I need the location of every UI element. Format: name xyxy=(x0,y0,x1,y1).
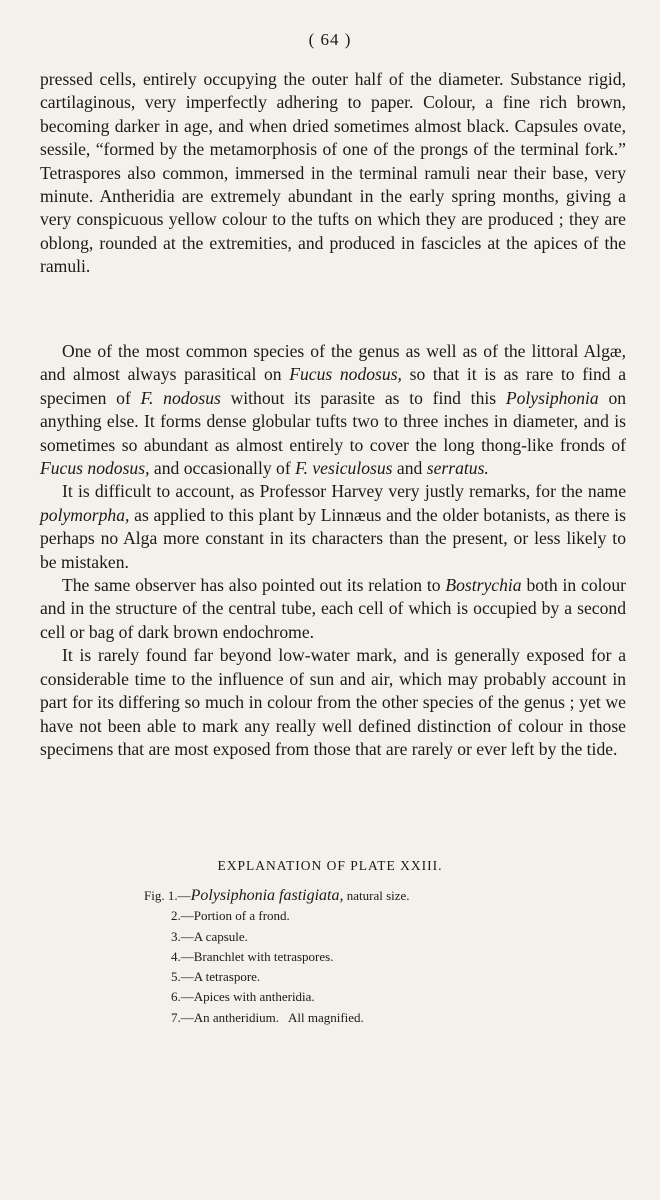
figure-species-name: Polysiphonia fastigiata, xyxy=(190,887,344,904)
figure-item: 2.—Portion of a frond. xyxy=(171,908,290,924)
species-epithet: polymorpha, xyxy=(40,504,130,525)
genus-name: Bostrychia xyxy=(445,575,522,596)
species-name: Fucus nodosus, xyxy=(40,458,150,479)
figure-list xyxy=(144,886,410,1028)
figure-item: 5.—A tetraspore. xyxy=(171,969,261,985)
figure-item: 3.—A capsule. xyxy=(171,928,248,944)
paragraph-1: One of the most common species of the genus as well as of the littoral Algæ, and almost always parasitical on Fucus nodosus, so that it is as rare to find a specimen of F. nodosus without its parasite as to find this Polysiphonia on anything else. It forms dense globular tufts two to three inches in diameter, and is sometimes so abundant as almost entirely to cover the long thong-like fronds of Fucus nodosus, and occasionally of F. vesiculosus and serratus. xyxy=(40,341,627,479)
paragraph-3: The same observer has also pointed out its relation to Bostrychia both in colour and in the structure of the central tube, each cell of which is occupied by a second cell or bag of dark brown endochrome. xyxy=(40,575,626,642)
page-number: ( 64 ) xyxy=(308,30,352,49)
species-name: Fucus nodosus, xyxy=(289,364,402,385)
figure-item: 6.—Apices with antheridia. xyxy=(171,989,315,1005)
figure-item: 7.—An antheridium. All magnified. xyxy=(171,1009,364,1025)
genus-name: Polysiphonia xyxy=(505,387,599,408)
main-text-block xyxy=(40,340,626,761)
paragraph-2: It is difficult to account, as Professor Harvey very justly remarks, for the name polymorpha, as applied to this plant by Linnæus and the older botanists, as there is perhaps no Alga more constant in its characters than the present, or less likely to be mistaken. xyxy=(40,481,626,572)
plate-explanation-title: EXPLANATION OF PLATE XXIII. xyxy=(217,858,443,873)
species-name: F. vesiculosus xyxy=(295,458,393,479)
species-name: serratus. xyxy=(426,458,489,479)
continued-paragraph xyxy=(40,68,626,279)
paragraph-continuation: pressed cells, entirely occupying the outer half of the diameter. Substance rigid, cartilaginous, very imperfectly adhering to paper. Colour, a fine rich brown, becoming darker in age, and when dried sometimes almost black. Capsules ovate, sessile, “formed by the metamorphosis of one of the prongs of the terminal fork.” Tetraspores also common, immersed in the terminal ramuli near their base, very minute. Antheridia are extremely abundant in the early spring months, giving a very conspicuous yellow colour to the tufts on which they are produced ; they are oblong, rounded at the extremities, and produced in fascicles at the apices of the ramuli. xyxy=(40,69,626,277)
species-name: F. nodosus xyxy=(140,387,221,408)
figure-item: Fig. 1.—Polysiphonia fastigiata, natural size. xyxy=(144,887,410,904)
paragraph-4: It is rarely found far beyond low-water mark, and is generally exposed for a considerable time to the influence of sun and air, which may probably account in part for its differing so much in colour from the other species of the genus ; yet we have not been able to mark any really well defined distinction of colour in those specimens that are most exposed from those that are rarely or ever left by the tide. xyxy=(40,645,626,759)
figure-item: 4.—Branchlet with tetraspores. xyxy=(171,948,334,964)
